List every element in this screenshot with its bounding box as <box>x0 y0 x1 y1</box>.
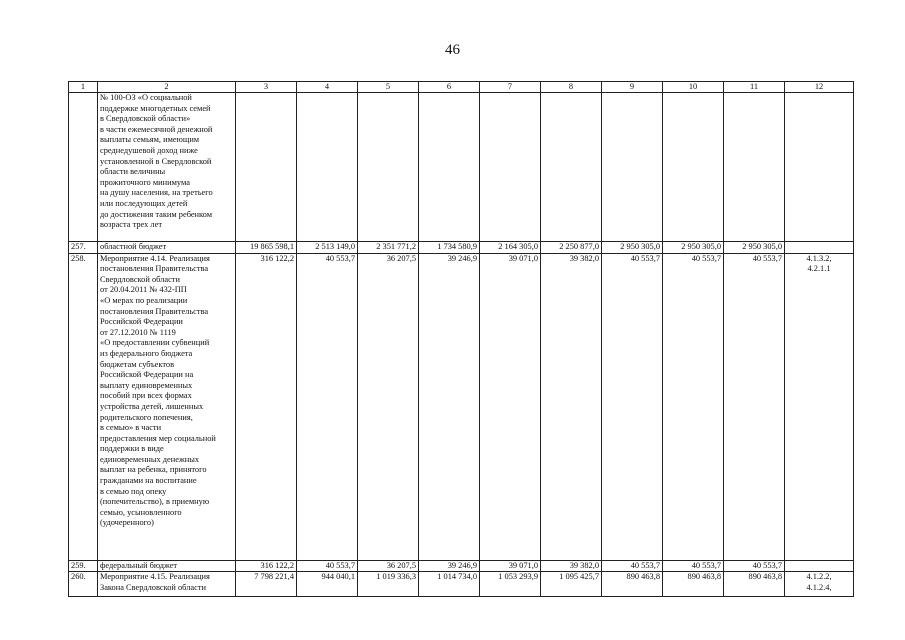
column-header: 10 <box>663 82 724 93</box>
row-reference <box>785 93 854 242</box>
row-index <box>69 93 98 242</box>
cell-value: 40 553,7 <box>663 253 724 560</box>
cell-value: 2 164 305,0 <box>480 242 541 254</box>
row-index: 257. <box>69 242 98 254</box>
cell-value <box>419 93 480 242</box>
table-row <box>69 572 854 597</box>
table-row <box>69 93 854 242</box>
cell-value <box>358 93 419 242</box>
cell-value: 2 950 305,0 <box>602 242 663 254</box>
cell-value: 39 246,9 <box>419 560 480 572</box>
cell-value: 944 040,1 <box>297 572 358 597</box>
cell-value <box>297 93 358 242</box>
column-header: 8 <box>541 82 602 93</box>
cell-value: 316 122,2 <box>236 253 297 560</box>
table-row <box>69 560 854 572</box>
column-number-row <box>69 82 854 93</box>
column-header: 9 <box>602 82 663 93</box>
column-header: 3 <box>236 82 297 93</box>
column-header: 6 <box>419 82 480 93</box>
row-reference <box>785 560 854 572</box>
cell-value: 36 207,5 <box>358 560 419 572</box>
cell-value: 1 095 425,7 <box>541 572 602 597</box>
column-header: 4 <box>297 82 358 93</box>
row-index: 260. <box>69 572 98 597</box>
cell-value: 19 865 598,1 <box>236 242 297 254</box>
cell-value <box>236 93 297 242</box>
table-row <box>69 242 854 254</box>
cell-value <box>541 93 602 242</box>
cell-value: 36 207,5 <box>358 253 419 560</box>
cell-value <box>663 93 724 242</box>
row-description: № 100-ОЗ «О социальной поддержке многодетных семей в Свердловской области» в части ежемесячной денежной выплаты семьям, имеющим среднедушевой доход ниже установленной в Свердловской области величины прожиточного минимума на душу населения, на третьего или последующих детей до достижения таким ребенком возраста трех лет <box>98 93 236 242</box>
column-header: 7 <box>480 82 541 93</box>
row-reference: 4.1.3.2, 4.2.1.1 <box>785 253 854 560</box>
page-number: 46 <box>445 42 460 58</box>
column-header: 2 <box>98 82 236 93</box>
cell-value <box>602 93 663 242</box>
row-index: 259. <box>69 560 98 572</box>
table-row <box>69 253 854 560</box>
cell-value: 40 553,7 <box>602 560 663 572</box>
cell-value: 40 553,7 <box>297 253 358 560</box>
cell-value: 39 246,9 <box>419 253 480 560</box>
row-description: областной бюджет <box>98 242 236 254</box>
cell-value: 39 071,0 <box>480 560 541 572</box>
column-header: 12 <box>785 82 854 93</box>
column-header: 11 <box>724 82 785 93</box>
cell-value: 39 382,0 <box>541 253 602 560</box>
cell-value: 2 950 305,0 <box>663 242 724 254</box>
row-index: 258. <box>69 253 98 560</box>
cell-value: 890 463,8 <box>724 572 785 597</box>
row-reference <box>785 242 854 254</box>
column-header: 5 <box>358 82 419 93</box>
cell-value: 890 463,8 <box>602 572 663 597</box>
cell-value <box>724 93 785 242</box>
cell-value: 1 019 336,3 <box>358 572 419 597</box>
cell-value: 39 071,0 <box>480 253 541 560</box>
row-description: Мероприятие 4.15. Реализация Закона Свердловской области <box>98 572 236 597</box>
row-reference: 4.1.2.2, 4.1.2.4, <box>785 572 854 597</box>
cell-value: 2 950 305,0 <box>724 242 785 254</box>
cell-value: 40 553,7 <box>663 560 724 572</box>
cell-value: 1 734 580,9 <box>419 242 480 254</box>
cell-value: 1 014 734,0 <box>419 572 480 597</box>
cell-value <box>480 93 541 242</box>
cell-value: 1 053 293,9 <box>480 572 541 597</box>
budget-table <box>68 81 854 597</box>
cell-value: 40 553,7 <box>724 253 785 560</box>
cell-value: 40 553,7 <box>602 253 663 560</box>
cell-value: 40 553,7 <box>724 560 785 572</box>
cell-value: 7 798 221,4 <box>236 572 297 597</box>
row-description: федеральный бюджет <box>98 560 236 572</box>
cell-value: 40 553,7 <box>297 560 358 572</box>
column-header: 1 <box>69 82 98 93</box>
cell-value: 39 382,0 <box>541 560 602 572</box>
cell-value: 890 463,8 <box>663 572 724 597</box>
cell-value: 2 250 877,0 <box>541 242 602 254</box>
cell-value: 316 122,2 <box>236 560 297 572</box>
row-description: Мероприятие 4.14. Реализация постановления Правительства Свердловской области от 20.04.2011 № 432-ПП «О мерах по реализации постановления Правительства Российской Федерации от 27.12.2010 № 1119 «О предоставлении субвенций из федерального бюджета бюджетам субъектов Российской Федерации на выплату единовременных пособий при всех формах устройства детей, лишенных родительского попечения, в семью» в части предоставления мер социальной поддержки в виде единовременных денежных выплат на ребенка, принятого гражданами на воспитание в семью под опеку (попечительство), в приемную семью, усыновленного (удочеренного) <box>98 253 236 560</box>
cell-value: 2 513 149,0 <box>297 242 358 254</box>
cell-value: 2 351 771,2 <box>358 242 419 254</box>
